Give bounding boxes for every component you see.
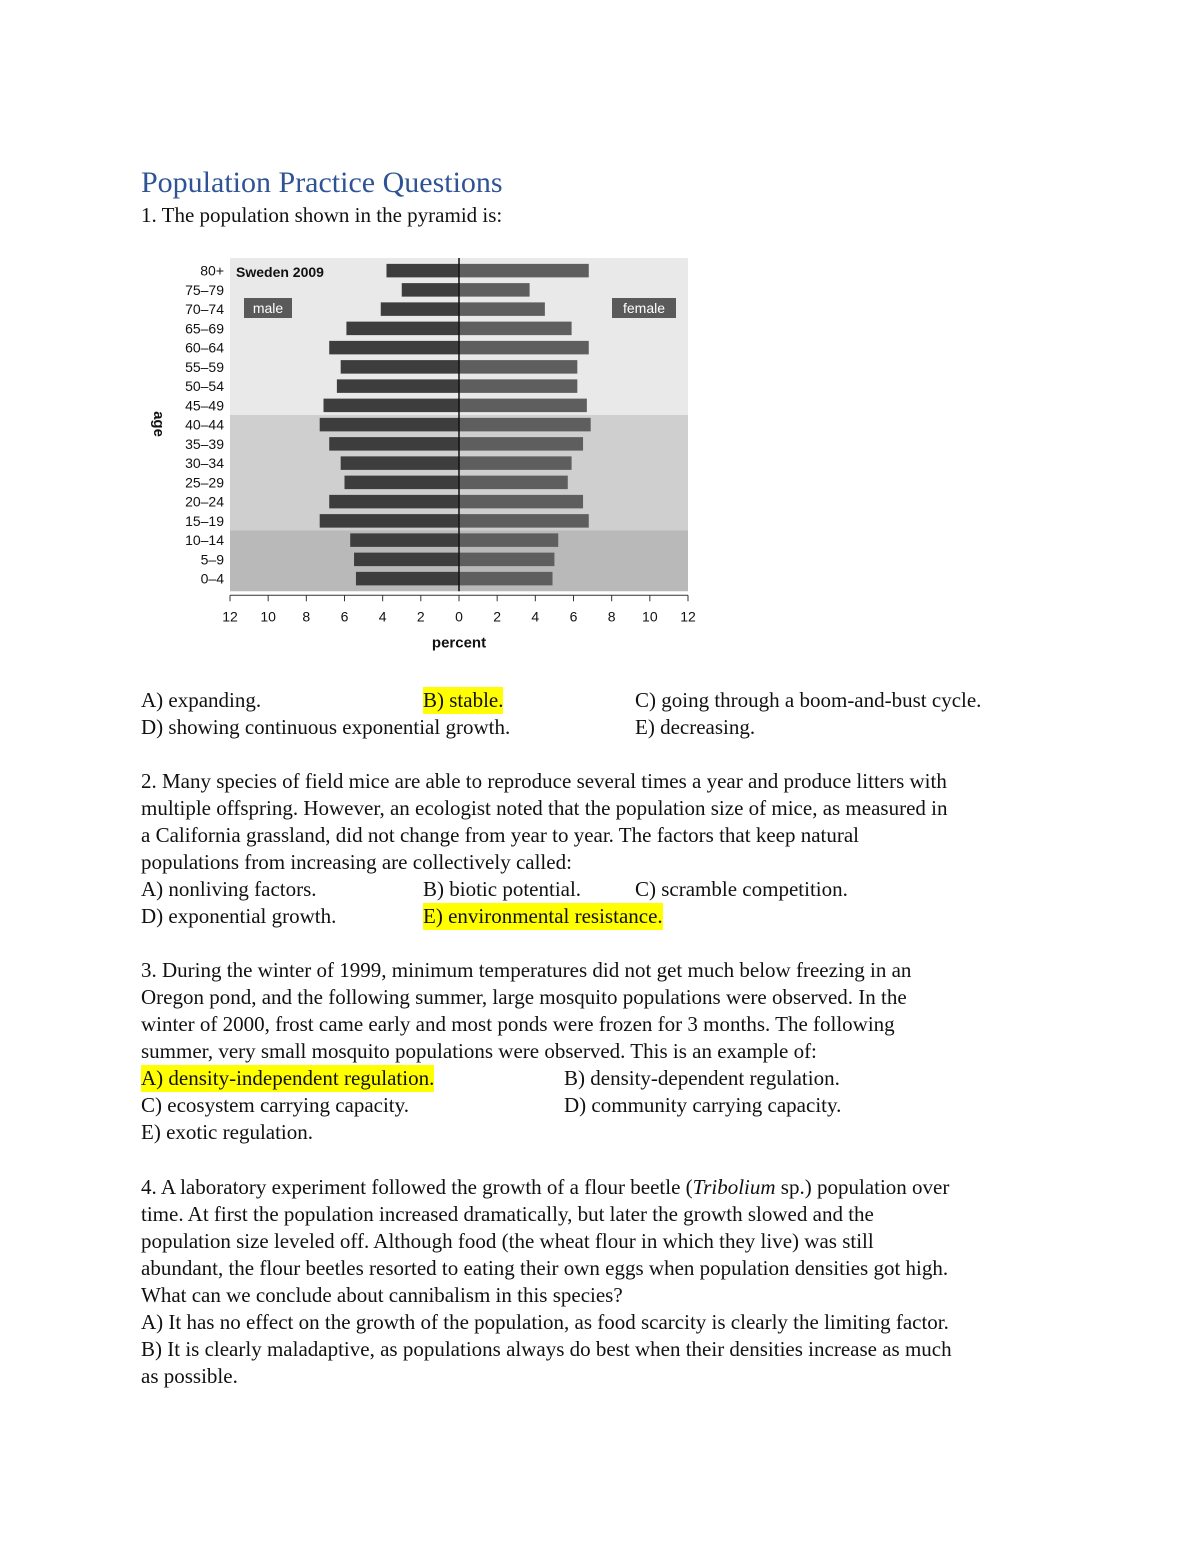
bar-female-0: [459, 264, 589, 278]
x-tick-label: 10: [260, 608, 276, 625]
chart-title: Sweden 2009: [236, 264, 324, 280]
x-tick-label: 12: [222, 608, 238, 625]
age-tick-label: 10–14: [185, 532, 224, 549]
q2-line-2: multiple offspring. However, an ecologist noted that the population size of mice, as measured in: [141, 796, 948, 820]
bar-female-8: [459, 418, 591, 432]
q3-line-4: summer, very small mosquito populations were observed. This is an example of:: [141, 1039, 817, 1063]
q4-line-1: [141, 1174, 949, 1201]
bar-female-14: [459, 533, 558, 547]
bar-male-6: [337, 379, 459, 393]
q1-option-e[interactable]: E) decreasing.: [635, 715, 756, 739]
q3-option-a[interactable]: A) density-independent regulation.: [141, 1066, 435, 1090]
q2-line-3: a California grassland, did not change from year to year. The factors that keep natural: [141, 823, 860, 847]
y-axis-label: age: [150, 411, 167, 437]
age-tick-label: 35–39: [185, 435, 224, 452]
q2-option-b[interactable]: B) biotic potential.: [423, 877, 582, 901]
age-tick-label: 60–64: [185, 339, 224, 356]
q1-stem: 1. The population shown in the pyramid is:: [141, 203, 503, 227]
q2-option-a[interactable]: A) nonliving factors.: [141, 877, 317, 901]
bar-male-14: [350, 533, 459, 547]
q4-option-a[interactable]: A) It has no effect on the growth of the population, as food scarcity is clearly the limiting factor.: [141, 1310, 949, 1334]
bar-male-13: [320, 514, 459, 528]
x-tick-label: 4: [531, 608, 540, 625]
bar-male-1: [402, 283, 459, 297]
x-tick-label: 6: [569, 608, 578, 625]
q3-line-1: 3. During the winter of 1999, minimum temperatures did not get much below freezing in an: [141, 958, 912, 982]
bar-male-11: [345, 476, 460, 490]
page-title: Population Practice Questions: [141, 166, 503, 199]
bar-male-7: [324, 399, 459, 413]
q1-option-a[interactable]: A) expanding.: [141, 688, 262, 712]
legend-male-label: male: [252, 300, 284, 316]
x-tick-label: 0: [455, 608, 463, 625]
bar-male-9: [329, 437, 459, 451]
x-tick-label: 6: [340, 608, 349, 625]
age-tick-label: 5–9: [200, 551, 224, 568]
bar-male-0: [386, 264, 459, 278]
age-tick-label: 25–29: [185, 474, 224, 491]
q4-line-5: What can we conclude about cannibalism in this species?: [141, 1283, 623, 1307]
age-tick-label: 65–69: [185, 320, 224, 337]
q4-option-b-cont[interactable]: as possible.: [141, 1364, 238, 1388]
q2-line-4: populations from increasing are collectively called:: [141, 850, 572, 874]
q4-line-4: abundant, the flour beetles resorted to eating their own eggs when population densities got high.: [141, 1256, 949, 1280]
bar-female-15: [459, 553, 554, 567]
x-tick-label: 10: [642, 608, 658, 625]
bar-male-2: [381, 302, 459, 316]
q3-option-c[interactable]: C) ecosystem carrying capacity.: [141, 1093, 410, 1117]
q1-option-c[interactable]: C) going through a boom-and-bust cycle.: [635, 688, 982, 712]
x-axis-label: percent: [431, 634, 487, 652]
q4-option-b[interactable]: B) It is clearly maladaptive, as populations always do best when their densities increase as much: [141, 1337, 952, 1361]
bar-male-5: [341, 360, 459, 374]
bar-female-2: [459, 302, 545, 316]
q3-option-b[interactable]: B) density-dependent regulation.: [564, 1066, 840, 1090]
bar-male-15: [354, 553, 459, 567]
population-pyramid-chart: [140, 250, 720, 660]
bar-female-1: [459, 283, 530, 297]
q2-option-d[interactable]: D) exponential growth.: [141, 904, 337, 928]
q3-line-3: winter of 2000, frost came early and most ponds were frozen for 3 months. The following: [141, 1012, 895, 1036]
q4-line-3: population size leveled off. Although food (the wheat flour in which they live) was still: [141, 1229, 874, 1253]
age-tick-label: 15–19: [185, 512, 224, 529]
q2-option-e[interactable]: E) environmental resistance.: [423, 904, 663, 928]
q1-option-d[interactable]: D) showing continuous exponential growth.: [141, 715, 511, 739]
q2-option-c[interactable]: C) scramble competition.: [635, 877, 848, 901]
q2-line-1: 2. Many species of field mice are able to reproduce several times a year and produce litters with: [141, 769, 947, 793]
q4-line-1-genus: Tribolium: [692, 1175, 776, 1199]
bar-male-3: [346, 322, 459, 336]
age-tick-label: 0–4: [200, 570, 224, 587]
age-tick-label: 45–49: [185, 397, 224, 414]
age-tick-label: 20–24: [185, 493, 224, 510]
x-tick-label: 2: [493, 608, 502, 625]
age-tick-label: 80+: [200, 262, 224, 279]
bar-male-10: [341, 456, 459, 470]
age-tick-label: 75–79: [185, 281, 224, 298]
age-tick-label: 40–44: [185, 416, 224, 433]
x-tick-label: 8: [302, 608, 311, 625]
bar-female-6: [459, 379, 577, 393]
age-tick-label: 30–34: [185, 455, 224, 472]
bar-female-12: [459, 495, 583, 509]
q4-line-1-post: sp.) population over: [775, 1175, 950, 1199]
x-tick-label: 4: [378, 608, 387, 625]
x-tick-label: 8: [607, 608, 616, 625]
bar-female-3: [459, 322, 572, 336]
x-tick-label: 12: [680, 608, 696, 625]
bar-female-10: [459, 456, 572, 470]
q3-line-2: Oregon pond, and the following summer, large mosquito populations were observed. In the: [141, 985, 907, 1009]
bar-female-7: [459, 399, 587, 413]
age-tick-label: 55–59: [185, 358, 224, 375]
age-tick-label: 70–74: [185, 301, 224, 318]
population-pyramid-svg: [140, 250, 720, 660]
bar-male-8: [320, 418, 459, 432]
bar-female-5: [459, 360, 577, 374]
q3-option-d[interactable]: D) community carrying capacity.: [564, 1093, 842, 1117]
q1-option-b[interactable]: B) stable.: [423, 688, 504, 712]
bar-female-4: [459, 341, 589, 355]
legend-female-label: female: [622, 300, 666, 316]
x-tick-label: 2: [416, 608, 425, 625]
q4-line-1-pre: 4. A laboratory experiment followed the growth of a flour beetle (: [141, 1175, 693, 1199]
q4-line-2: time. At first the population increased dramatically, but later the growth slowed and the: [141, 1202, 874, 1226]
q3-option-e[interactable]: E) exotic regulation.: [141, 1120, 314, 1144]
bar-female-11: [459, 476, 568, 490]
age-tick-label: 50–54: [185, 378, 224, 395]
bar-male-12: [329, 495, 459, 509]
bar-female-16: [459, 572, 553, 586]
bar-male-16: [356, 572, 459, 586]
bar-male-4: [329, 341, 459, 355]
bar-female-9: [459, 437, 583, 451]
bar-female-13: [459, 514, 589, 528]
